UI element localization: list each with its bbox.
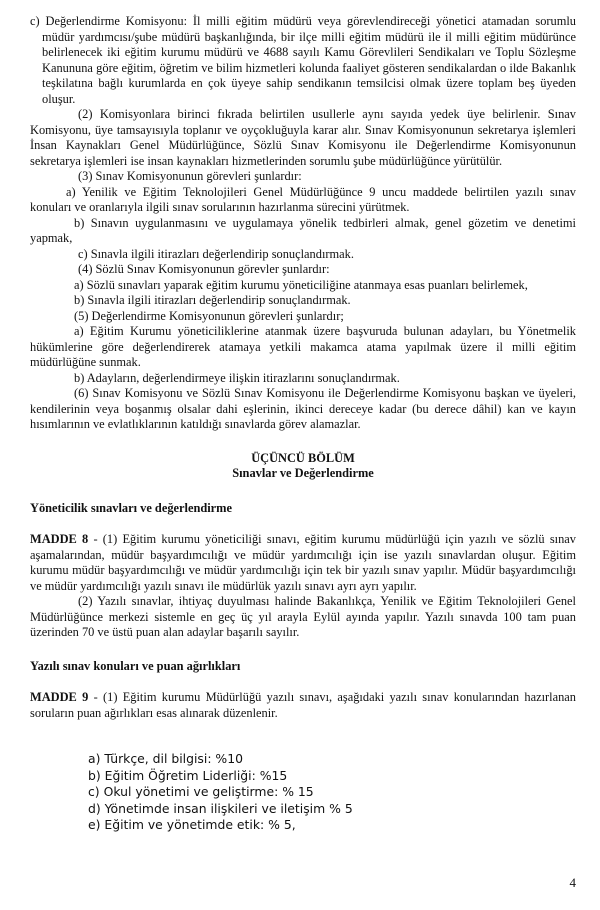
paragraph-4: (4) Sözlü Sınav Komisyonunun görevler şunlardır:	[78, 262, 330, 276]
madde-8-paragraph-1	[30, 532, 576, 594]
paragraph-3b: b) Sınavın uygulanmasını ve uygulamaya yönelik tedbirleri almak, genel gözetim ve denetimi yapmak,	[30, 215, 576, 245]
exam-topic-item: e) Eğitim ve yönetimde etik: % 5,	[88, 817, 296, 833]
madde-8-paragraph-2: (2) Yazılı sınavlar, ihtiyaç duyulması halinde Bakanlıkça, Yenilik ve Eğitim Teknolojileri Genel Müdürlüğünce merkezi sistemle en geç üç yıl arayla Eylül ayında yapılır. Yazılı sınavda 100 tam puan üzerinden 70 ve üstü puan alan adaylar başarılı sayılır.	[30, 594, 576, 639]
madde-8-text: - (1) Eğitim kurumu yöneticiliği sınavı, eğitim kurumu müdürlüğü için yazılı ve sözlü sınav aşamalarından, müdür başyardımcılığı ve müdür yardımcılığı için ise yazılı sınavlardan oluşur. Eğitim kurumu müdür başyardımcılığı ve müdür yardımcılığı için tek bir yazılı sınav yapılır. Müdür başyardımcılığı ve müdür yardımcılığı yazılı sınavı ile müdürlük yazılı sınavı ayrı ayrı yapılır.	[30, 532, 576, 593]
madde-9-label: MADDE 9	[30, 690, 89, 704]
paragraph-3c: c) Sınavla ilgili itirazları değerlendirip sonuçlandırmak.	[78, 246, 354, 261]
madde-8-heading: Yöneticilik sınavları ve değerlendirme	[30, 500, 233, 515]
paragraph-4a: a) Sözlü sınavları yaparak eğitim kurumu yöneticiliğine atanmaya esas puanları belirlemek,	[74, 277, 528, 292]
paragraph-5a: a) Eğitim Kurumu yöneticiliklerine atanmak üzere başvuruda bulunan adayları, bu Yönetmelik hükümlerine göre değerlendirerek atamaya yetkili makamca atama yapılmak üzere il milli eğitim müdürlüğüne sunmak.	[30, 324, 576, 369]
paragraph-4b: b) Sınavla ilgili itirazları değerlendirip sonuçlandırmak.	[74, 293, 351, 307]
madde-9-paragraph-1	[30, 690, 576, 721]
paragraph-3: (3) Sınav Komisyonunun görevleri şunlardır:	[78, 169, 302, 183]
section-title: ÜÇÜNCÜ BÖLÜM	[251, 450, 355, 465]
document-page	[30, 14, 576, 834]
madde-9-text: - (1) Eğitim kurumu Müdürlüğü yazılı sınavı, aşağıdaki yazılı sınav konularından hazırlanan soruların puan ağırlıkları esas alınarak düzenlenir.	[30, 690, 576, 720]
paragraph-5b: b) Adayların, değerlendirmeye ilişkin itirazlarını sonuçlandırmak.	[74, 370, 400, 385]
paragraph-3a: a) Yenilik ve Eğitim Teknolojileri Genel Müdürlüğünce 9 uncu maddede belirtilen yazılı sınav konuları ve oranlarıyla ilgili sınav sorularının hazırlanma sürecini yürütmek.	[30, 184, 576, 214]
exam-topic-item: a) Türkçe, dil bilgisi: %10	[88, 751, 243, 766]
page-number: 4	[569, 875, 576, 890]
exam-topic-item: d) Yönetimde insan ilişkileri ve iletişim % 5	[88, 800, 353, 816]
paragraph-6: (6) Sınav Komisyonu ve Sözlü Sınav Komisyonu ile Değerlendirme Komisyonu başkan ve üyeleri, kendilerinin veya boşanmış olsalar dahi eşlerinin, ikinci dereceye kadar (bu derece dâhil) kan ve kayın hısımlarının ve evlatlıklarının katıldığı sınavlarda görev alamazlar.	[30, 386, 576, 431]
madde-9-heading: Yazılı sınav konuları ve puan ağırlıkları	[30, 658, 241, 673]
section-subtitle: Sınavlar ve Değerlendirme	[232, 466, 374, 480]
madde-8-label: MADDE 8	[30, 532, 89, 546]
exam-topic-item: b) Eğitim Öğretim Liderliği: %15	[88, 767, 288, 783]
paragraph-2: (2) Komisyonlara birinci fıkrada belirtilen usullerle aynı sayıda yedek üye belirlenir. Sınav Komisyonu, üye tamsayısıyla toplanır ve oyçokluğuyla karar alır. Sınav Komisyonunun sekretarya işlemleri İnsan Kaynakları Genel Müdürlüğünce, Sözlü Sınav Komisyonu ile Değerlendirme Komisyonunun sekretarya işlemleri ise insan kaynakları hizmetlerinden sorumlu şube müdürlüğünce yürütülür.	[30, 107, 576, 168]
paragraph-5: (5) Değerlendirme Komisyonunun görevleri şunlardır;	[74, 308, 344, 323]
exam-topics-list	[30, 751, 576, 834]
paragraph-c-degerlendirme-komisyonu: c) Değerlendirme Komisyonu: İl milli eğitim müdürü veya görevlendireceği yönetici atamadan sorumlu müdür yardımcısı/şube müdürü başkanlığında, bir ilçe milli eğitim müdürü ile il milli eğitim müdürünce belirlenecek iki eğitim kurumu müdürü ve 4688 sayılı Kamu Görevlileri Sendikaları ve Toplu Sözleşme Kanununa göre eğitim, öğretim ve bilim hizmetleri kolunda faaliyet gösteren sendikalardan o ilde Bakanlık teşkilatına bağlı kurumlarda en çok üyeye sahip sendikanın temsilcisi olmak üzere toplam beş üyeden oluşur.	[30, 14, 576, 106]
exam-topic-item: c) Okul yönetimi ve geliştirme: % 15	[88, 784, 314, 800]
